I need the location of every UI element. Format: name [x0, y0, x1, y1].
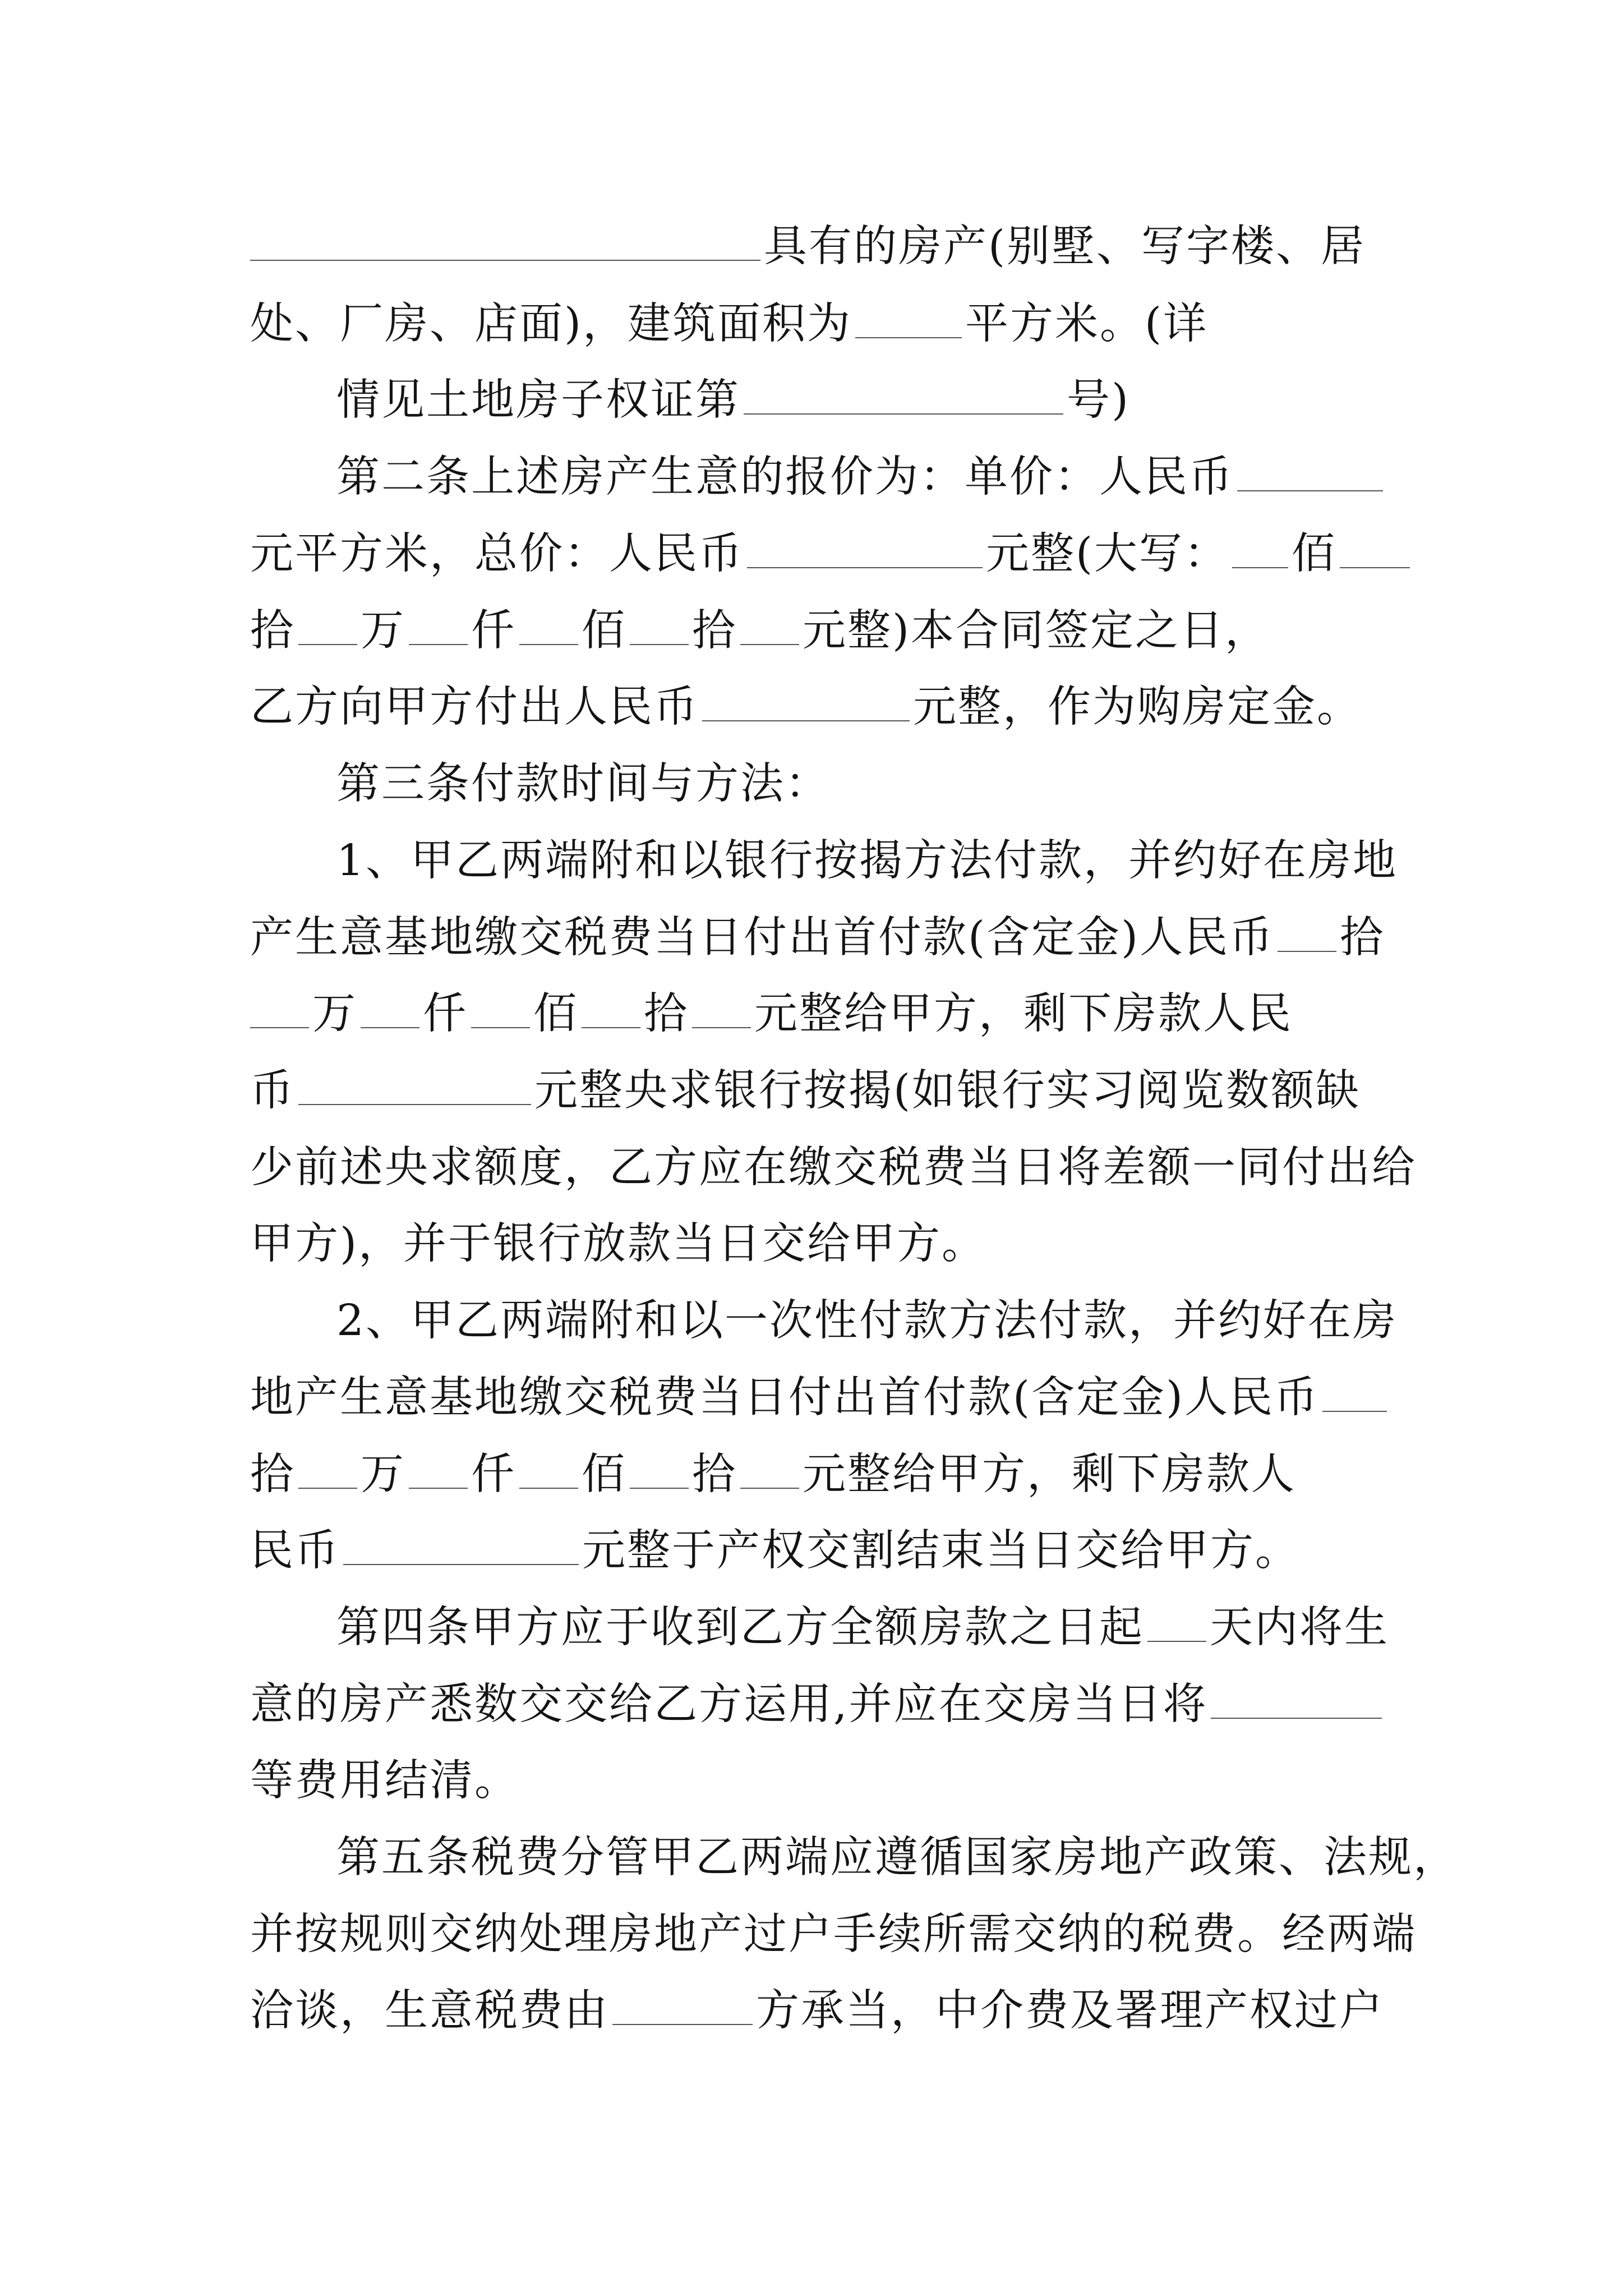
blank-amount[interactable]	[250, 993, 309, 1028]
text-segment: 佰	[533, 989, 578, 1039]
text-segment: 元整给甲方，剩下房款人	[803, 1450, 1296, 1499]
text-segment: 1、甲乙两端附和以银行按揭方法付款，并约好在房地	[336, 836, 1398, 886]
text-segment: 币	[250, 1066, 295, 1116]
line-property-type	[250, 220, 1366, 274]
line-down-payment	[250, 911, 1385, 965]
blank-area[interactable]	[855, 303, 962, 338]
text-segment: 仟	[471, 1450, 516, 1499]
line-loan-release	[250, 1217, 986, 1271]
line-fees-settled	[250, 1754, 519, 1808]
line-article-2-price	[336, 450, 1386, 504]
line-total-price	[250, 527, 1413, 581]
text-segment: 万	[361, 606, 405, 656]
text-segment: 情见土地房子权证第	[336, 375, 740, 425]
text-segment: 产生意基地缴交税费当日付出首付款(含定金)人民币	[250, 913, 1275, 963]
text-segment: 元整)本合同签定之日，	[803, 606, 1270, 656]
blank-remaining-amount[interactable]	[343, 1530, 579, 1565]
text-segment: 第五条税费分管甲乙两端应遵循国家房地产政策、法规，	[336, 1833, 1458, 1883]
text-segment: 拾	[692, 1450, 737, 1499]
text-segment: 拾	[250, 1450, 295, 1499]
text-segment: 少前述央求额度，乙方应在缴交税费当日将差额一同付出给	[250, 1143, 1417, 1193]
text-segment: 元整(大写：	[986, 529, 1229, 579]
text-segment: 2、甲乙两端附和以一次性付款方法付款，并约好在房	[336, 1296, 1398, 1346]
text-segment: 万	[361, 1450, 405, 1499]
text-segment: 第四条甲方应于收到乙方全额房款之日起	[336, 1603, 1144, 1653]
text-segment: 拾	[644, 989, 689, 1039]
line-title-transfer-payment	[250, 1524, 1300, 1578]
blank-amount[interactable]	[582, 993, 640, 1028]
blank-amount[interactable]	[740, 610, 799, 645]
blank-amount[interactable]	[519, 610, 578, 645]
blank-amount[interactable]	[409, 1454, 468, 1489]
text-segment: 方承当，中介费及署理产权过户	[756, 1986, 1384, 2036]
line-remaining-mortgage	[250, 1064, 1361, 1118]
line-lump-sum-down-payment	[250, 1371, 1390, 1425]
blank-amount[interactable]	[692, 993, 751, 1028]
blank-amount[interactable]	[740, 1454, 799, 1489]
blank-fees[interactable]	[1211, 1684, 1382, 1719]
text-segment: 天内将生	[1210, 1603, 1389, 1653]
text-segment: 元整央求银行按揭(如银行实习阅览数额缺	[534, 1066, 1361, 1116]
blank-amount[interactable]	[1232, 533, 1288, 568]
blank-amount[interactable]	[361, 993, 419, 1028]
blank-amount[interactable]	[298, 610, 357, 645]
text-segment: 仟	[471, 606, 516, 656]
text-segment: 乙方向甲方付出人民币	[250, 682, 699, 732]
line-building-area	[250, 297, 1208, 351]
blank-amount[interactable]	[1322, 1377, 1387, 1412]
line-certificate-number	[336, 374, 1130, 427]
line-tax-payment	[250, 1908, 1417, 1962]
text-segment: 仟	[423, 989, 468, 1039]
text-segment: 元整于产权交割结束当日交给甲方。	[582, 1526, 1300, 1576]
blank-amount[interactable]	[298, 1454, 357, 1489]
text-segment: 民币	[250, 1526, 340, 1576]
text-segment: 处、厂房、店面)，建筑面积为	[250, 299, 852, 349]
line-article-4-handover	[336, 1601, 1389, 1655]
text-segment: 拾	[250, 606, 295, 656]
text-segment: 万	[312, 989, 357, 1039]
blank-total-price[interactable]	[747, 533, 983, 568]
text-segment: 佰	[582, 606, 626, 656]
blank-amount[interactable]	[471, 993, 530, 1028]
text-segment: 第三条付款时间与方法：	[336, 759, 830, 809]
blank-amount[interactable]	[630, 610, 689, 645]
line-mortgage-method	[336, 834, 1398, 888]
text-segment: 元整，作为购房定金。	[913, 682, 1362, 732]
line-lump-sum-amount	[250, 1448, 1296, 1502]
text-segment: 等费用结清。	[250, 1756, 519, 1806]
text-segment: 平方米。(详	[965, 299, 1209, 349]
line-lump-sum-method	[336, 1294, 1398, 1348]
text-segment: 佰	[1292, 529, 1337, 579]
text-segment: 并按规则交纳处理房地产过户手续所需交纳的税费。经两端	[250, 1910, 1417, 1959]
line-handover-fees	[250, 1678, 1385, 1732]
blank-amount[interactable]	[519, 1454, 578, 1489]
line-article-5-taxes	[336, 1831, 1458, 1885]
blank-amount[interactable]	[1340, 533, 1410, 568]
blank-unit-price[interactable]	[1237, 457, 1383, 491]
text-segment: 洽谈，生意税费由	[250, 1986, 609, 2036]
line-article-3-heading	[336, 757, 830, 811]
line-down-payment-amount	[250, 987, 1293, 1041]
text-segment: 地产生意基地缴交税费当日付出首付款(含定金)人民币	[250, 1373, 1320, 1423]
line-amount-in-words	[250, 604, 1270, 658]
line-tax-bearer	[250, 1984, 1384, 2038]
text-segment: 号)	[1067, 375, 1131, 425]
line-deposit	[250, 680, 1362, 734]
blank-deposit[interactable]	[702, 687, 910, 721]
text-segment: 拾	[1340, 913, 1385, 963]
blank-remaining-amount[interactable]	[298, 1070, 531, 1105]
blank-amount[interactable]	[409, 610, 468, 645]
text-segment: 第二条上述房产生意的报价为：单价：人民币	[336, 452, 1234, 502]
text-segment: 拾	[692, 606, 737, 656]
blank-days[interactable]	[1147, 1607, 1206, 1642]
blank-amount[interactable]	[630, 1454, 689, 1489]
blank-certificate-no[interactable]	[744, 380, 1063, 415]
text-segment: 意的房产悉数交交给乙方运用,并应在交房当日将	[250, 1680, 1208, 1729]
blank-amount[interactable]	[1278, 917, 1336, 952]
text-segment: 具有的房产(别墅、写字楼、居	[764, 222, 1366, 272]
blank-tax-party[interactable]	[612, 1990, 753, 2025]
blank-property-owner[interactable]	[250, 226, 760, 261]
text-segment: 甲方)，并于银行放款当日交给甲方。	[250, 1219, 987, 1269]
text-segment: 元平方米，总价：人民币	[250, 529, 744, 579]
line-shortfall	[250, 1141, 1417, 1195]
text-segment: 佰	[582, 1450, 626, 1499]
text-segment: 元整给甲方，剩下房款人民	[754, 989, 1293, 1039]
